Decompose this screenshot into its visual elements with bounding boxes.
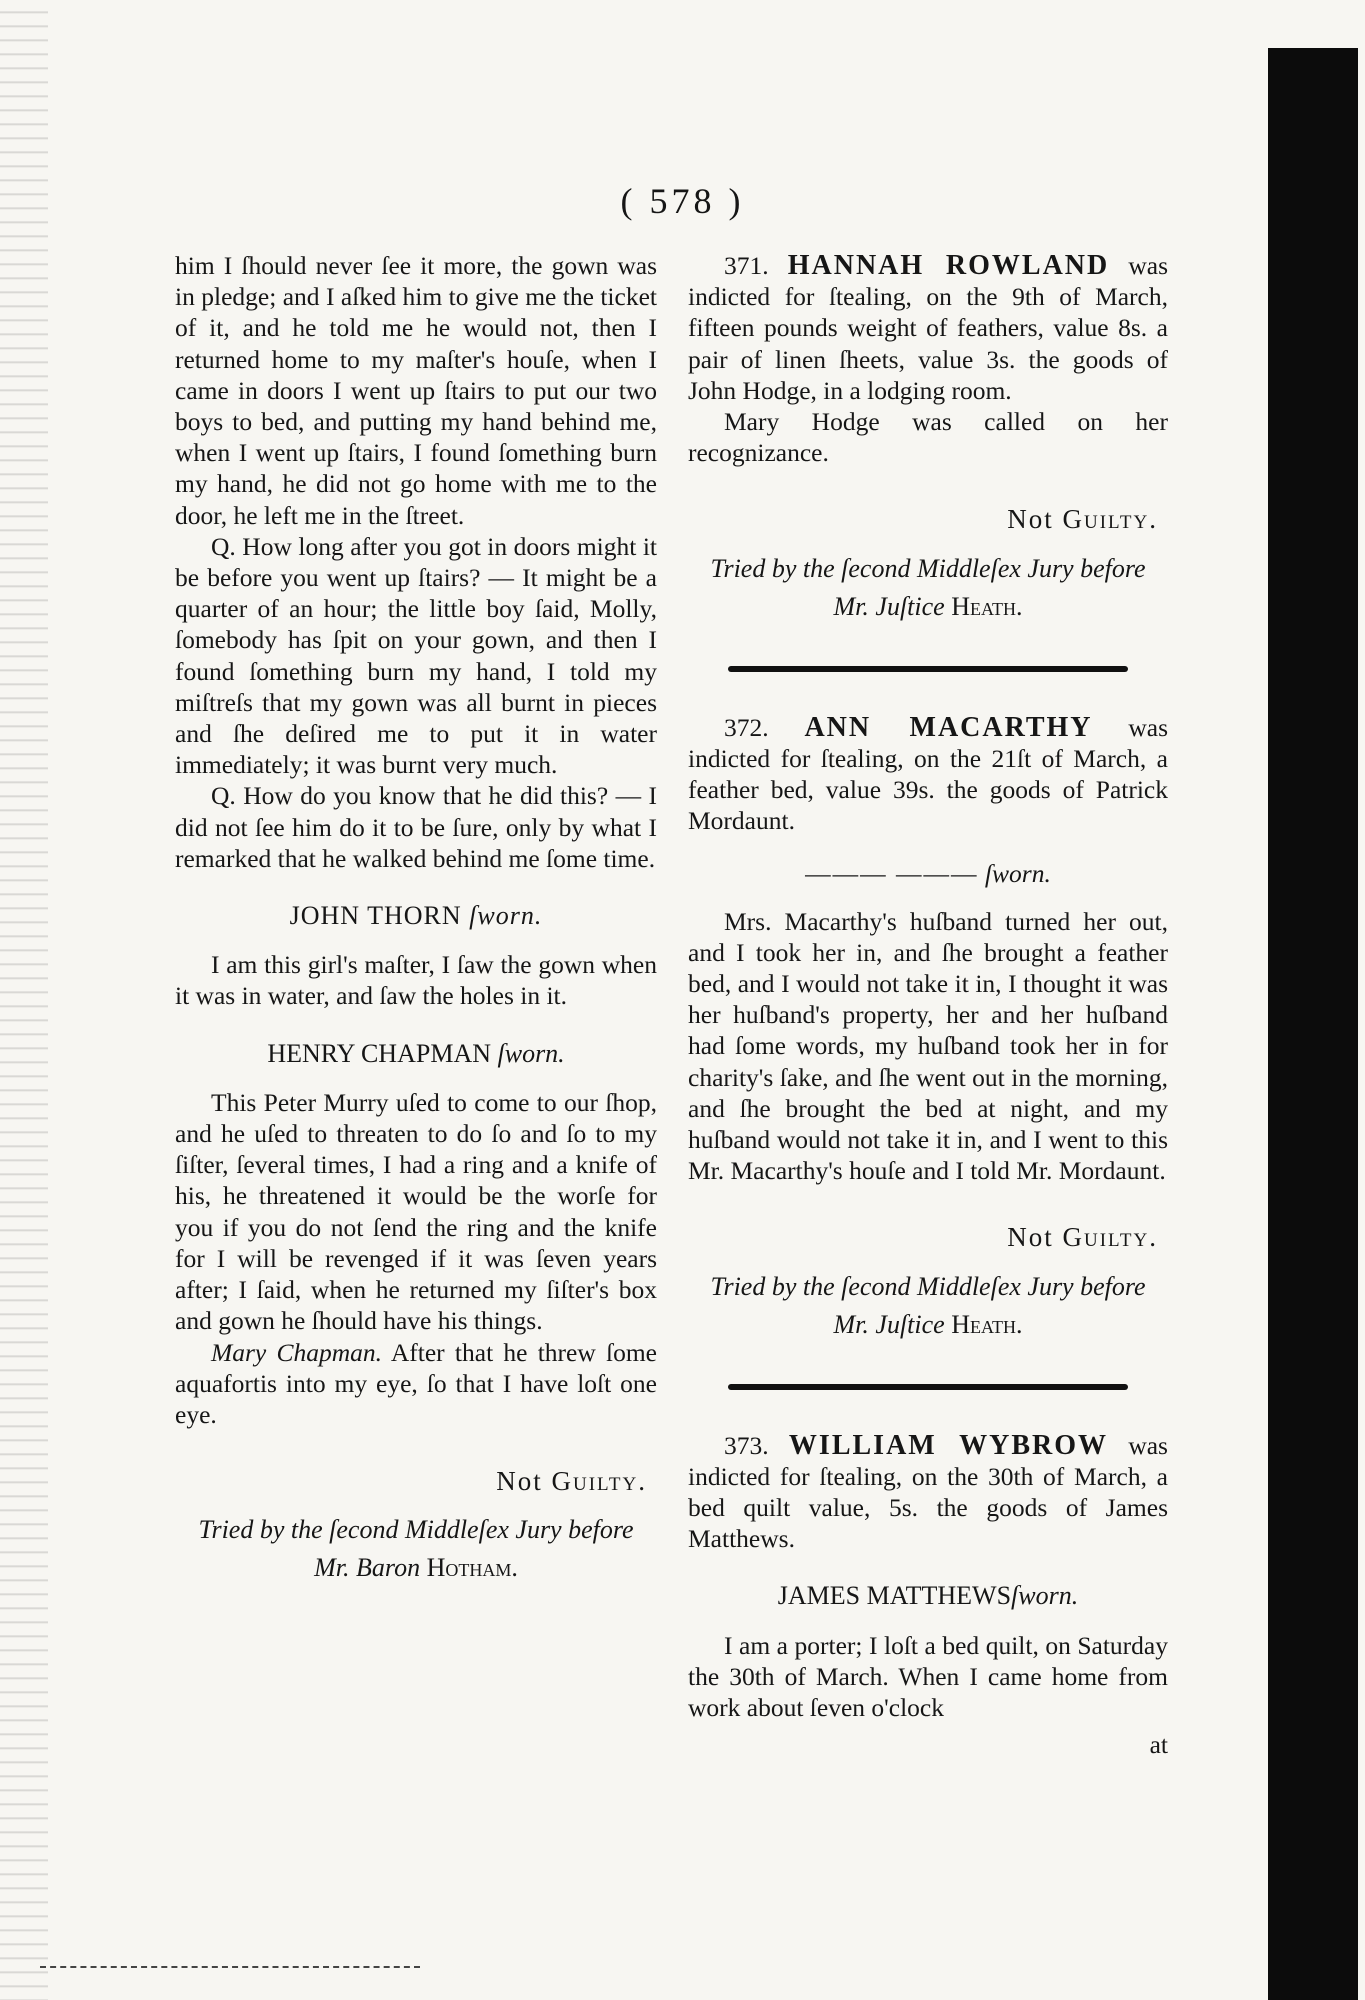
case-number: 371.: [724, 251, 769, 280]
judge-name: Heath.: [951, 1309, 1023, 1339]
case-number: 372.: [724, 712, 769, 742]
section-divider: [728, 1384, 1128, 1390]
judge-name: Heath.: [951, 591, 1023, 621]
verdict-text: Not: [496, 1466, 552, 1497]
case-372: [688, 712, 1168, 837]
judge-name: Hotham.: [426, 1553, 518, 1583]
verdict: [688, 1222, 1158, 1253]
testimony-paragraph: I am this girl's maſter, I ſaw the gown when it was in water, and ſaw the holes in it.: [175, 950, 657, 1011]
verdict-text: Not: [1007, 504, 1063, 535]
case-373: [688, 1430, 1168, 1555]
indictment-text: was indicted for ſtealing, on the 21ſt of March, a feather bed, value 39s. the goods of Patrick Mordaunt.: [688, 712, 1168, 836]
judge-title: Mr. Baron: [314, 1553, 427, 1583]
sworn-label: ſworn.: [469, 901, 543, 931]
tried-by-line: Tried by the ſecond Middleſex Jury before: [198, 1515, 634, 1545]
sworn-label: ſworn.: [497, 1038, 565, 1068]
catchword: at: [1149, 1730, 1168, 1760]
tried-by: [688, 1268, 1168, 1344]
bottom-rule: [40, 1966, 420, 1968]
tried-by-line: [175, 1549, 657, 1587]
verdict-text: Guilty.: [551, 1466, 647, 1497]
testimony-paragraph: Mrs. Macarthy's huſband turned her out, and I took her in, and ſhe brought a feather bed, and I would not take it in, I thought it was her huſband's property, her and her huſband had ſome words, my huſband took her in for charity's ſake, and ſhe went out in the morning, and ſhe brought the bed at night, and my huſband would not take it in, and I went to this Mr. Macarthy's houſe and I told Mr. Mordaunt.: [688, 906, 1168, 1186]
right-column: [688, 250, 1168, 1761]
indictment-text: was indicted for ſtealing, on the 9th of March, fifteen pounds weight of feathers, value 8s. a pair of linen ſheets, value 3s. the goods of John Hodge, in a lodging room.: [688, 251, 1169, 405]
defendant-name: ANN MACARTHY: [804, 711, 1093, 743]
verdict-text: Not: [1007, 1222, 1063, 1253]
tried-by: [688, 550, 1168, 626]
tried-by: [175, 1511, 657, 1587]
verdict-text: Guilty.: [1062, 1222, 1158, 1253]
page-number: ( 578 ): [620, 181, 745, 221]
name-dashes: ——— ———: [805, 859, 979, 889]
tried-by-line: [688, 1306, 1168, 1344]
page-edge-scan: [0, 0, 48, 2000]
witness-name: HENRY CHAPMAN: [267, 1038, 491, 1068]
witness-name: JAMES MATTHEWS: [777, 1581, 1012, 1611]
sworn-label: ſworn.: [978, 859, 1051, 889]
tried-by-line: Tried by the ſecond Middleſex Jury before: [710, 1271, 1146, 1301]
testimony-paragraph: This Peter Murry uſed to come to our ſhop, and he uſed to threaten to do ſo and ſo to my ſiſter, ſeveral times, I had a ring and a knife of his, he threatened it would be the worſe for you if you do not ſend the ring and the knife for I will be revenged if it was ſeven years after; I ſaid, when he returned my ſiſter's box and gown he ſhould have his things.: [175, 1087, 657, 1336]
defendant-name: HANNAH ROWLAND: [787, 250, 1110, 281]
verdict: [175, 1466, 647, 1497]
defendant-name: WILLIAM WYBROW: [788, 1429, 1109, 1461]
section-divider: [728, 666, 1128, 672]
testimony-paragraph: him I ſhould never ſee it more, the gown was in pledge; and I aſked him to give me the ticket of it, and he told me he would not, then I returned home to my maſter's houſe, when I came in doors I went up ſtairs to put our two boys to bed, and putting my hand behind me, when I went up ſtairs, I found ſomething burn my hand, he did not go home with me to the door, he left me in the ſtreet.: [175, 251, 657, 530]
judge-title: Mr. Juſtice: [833, 1309, 952, 1339]
testimony-paragraph: I am a porter; I loſt a bed quilt, on Saturday the 30th of March. When I came home from work about ſeven o'clock: [688, 1630, 1168, 1723]
verdict-text: Guilty.: [1062, 504, 1158, 535]
witness-heading: [175, 1038, 657, 1069]
witness-heading: [688, 1580, 1168, 1611]
testimony-paragraph: [175, 1337, 657, 1431]
left-column: [175, 250, 657, 1587]
recognizance-note: Mary Hodge was called on her recognizance.: [688, 407, 1168, 468]
witness-heading: [688, 858, 1168, 889]
case-371: [688, 250, 1168, 406]
binding-shadow: [1268, 48, 1358, 2000]
witness-heading: [175, 900, 657, 931]
verdict: [688, 504, 1158, 535]
tried-by-line: [688, 588, 1168, 626]
judge-title: Mr. Juſtice: [833, 591, 952, 621]
indictment-text: was indicted for ſtealing, on the 30th of March, a bed quilt value, 5s. the goods of James Matthews.: [688, 1430, 1168, 1554]
tried-by-line: Tried by the ſecond Middleſex Jury before: [710, 553, 1146, 583]
case-number: 373.: [724, 1430, 769, 1460]
witness-name: JOHN THORN: [289, 901, 462, 931]
testimony-text: After that he threw ſome aquafortis into my eye, ſo that I have loſt one eye.: [175, 1337, 657, 1429]
speaker-name: Mary Chapman.: [211, 1337, 383, 1367]
question-paragraph: Q. How do you know that he did this? — I did not ſee him do it to be ſure, only by what I remarked that he walked behind me ſome time.: [175, 781, 657, 873]
question-paragraph: Q. How long after you got in doors might it be before you went up ſtairs? — It might be a quarter of an hour; the little boy ſaid, Molly, ſomebody has ſpit on your gown, and then I found ſomething burn my hand, I told my miſtreſs that my gown was all burnt in pieces and ſhe deſired me to put it in water immediately; it was burnt very much.: [175, 531, 657, 780]
sworn-label: ſworn.: [1011, 1581, 1079, 1611]
